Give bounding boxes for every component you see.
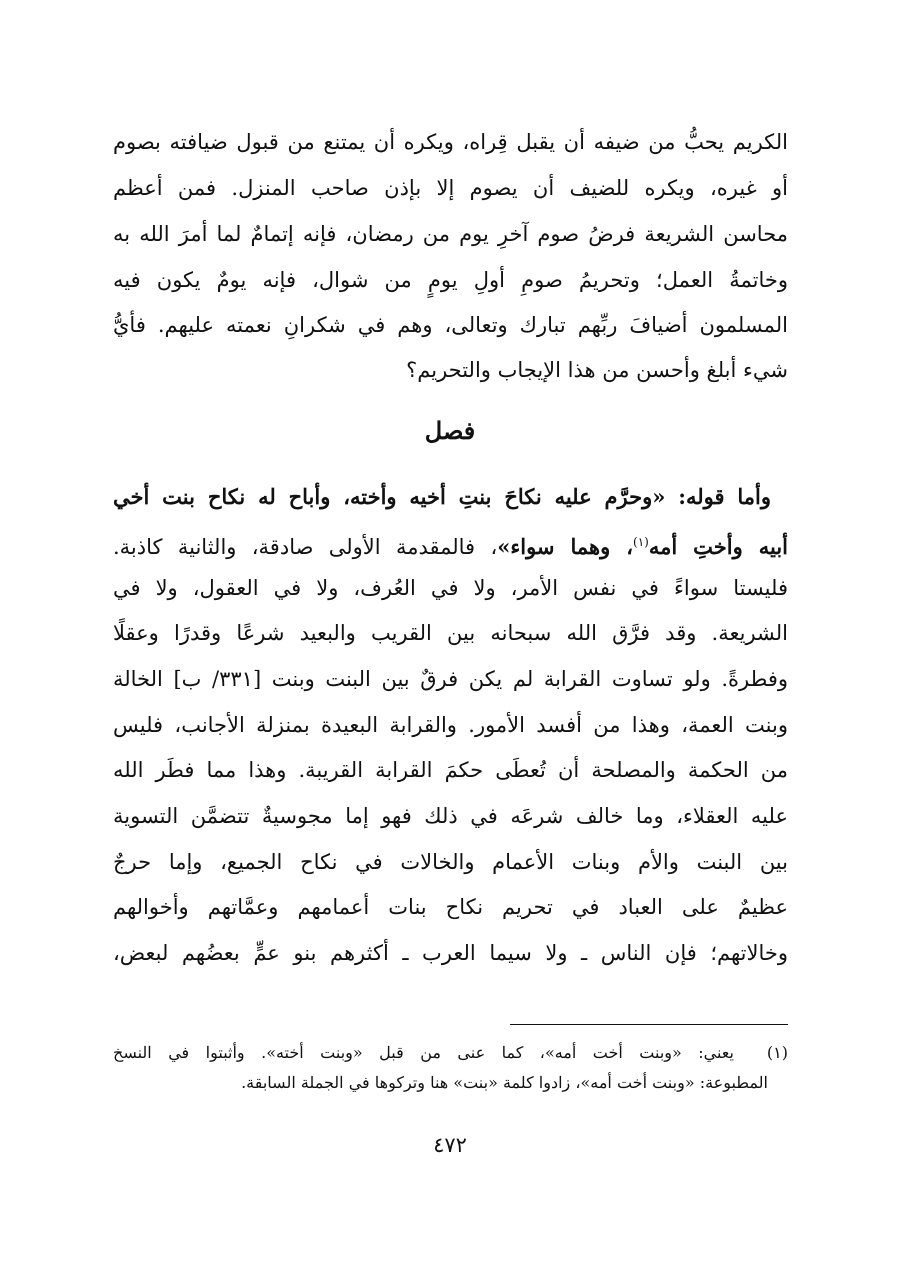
text-line: وخالاتهم؛ فإن الناس ـ ولا سيما العرب ـ أكثرهم بنو عمٍّ بعضُهم لبعض، <box>113 941 788 965</box>
text-line: وأما قوله: «وحرَّم عليه نكاحَ بنتِ أخيه وأخته، وأباح له نكاح بنت أخي <box>113 484 771 509</box>
text-line: المسلمون أضيافَ ربِّهم تبارك وتعالى، وهم في شكرانِ نعمته عليهم. فأيُّ <box>113 313 788 337</box>
text-line: أو غيره، ويكره للضيف أن يصوم إلا بإذن صاحب المنزل. فمن أعظم <box>113 176 788 200</box>
text-line: عظيمٌ على العباد في تحريم نكاح بنات أعمامهم وعمَّاتهم وأخوالهم <box>113 895 788 919</box>
text-span: ، فالمقدمة الأولى صادقة، والثانية كاذبة. <box>113 535 498 559</box>
text-line: الشريعة. وقد فرَّق الله سبحانه بين القريب والبعيد شرعًا وقدرًا وعقلًا <box>113 621 788 645</box>
footnote-number: (١) <box>766 1043 788 1062</box>
text-line: من الحكمة والمصلحة أن تُعطَى حكمَ القرابة القريبة. وهذا مما فطَر الله <box>113 758 788 782</box>
footnote-line: المطبوعة: «وبنت أخت أمه»، زادوا كلمة «بنت» هنا وتركوها في الجملة السابقة. <box>241 1073 768 1092</box>
text-line: فليستا سواءً في نفس الأمر، ولا في العُرف، ولا في العقول، ولا في <box>113 576 788 600</box>
footnote-text: يعني: «وبنت أخت أمه»، كما عنى من قبل «وبنت أخته». وأثبتوا في النسخ <box>113 1043 734 1062</box>
text-line <box>113 527 788 562</box>
page-number: ٤٧٢ <box>433 1133 467 1157</box>
text-line: شيء أبلغ وأحسن من هذا الإيجاب والتحريم؟ <box>406 358 788 382</box>
footnote-line <box>113 1041 788 1065</box>
text-line: بين البنت والأم وبنات الأعمام والخالات في نكاح الجميع، وإما حرجٌ <box>113 850 788 874</box>
footnote-ref[interactable]: (١) <box>633 535 649 549</box>
text-line: وبنت العمة، وهذا من أفسد الأمور. والقرابة البعيدة بمنزلة الأجانب، فليس <box>113 713 788 737</box>
section-heading: فصل <box>424 416 476 445</box>
quoted-text: أبيه وأختِ أمه <box>648 534 789 559</box>
text-line: الكريم يحبُّ من ضيفه أن يقبل قِراه، ويكره أن يمتنع من قبول ضيافته بصوم <box>113 130 788 154</box>
text-line: محاسن الشريعة فرضُ صوم آخرِ يوم من رمضان، فإنه إتمامٌ لما أمرَ الله به <box>113 222 788 246</box>
text-line: وخاتمةُ العمل؛ وتحريمُ صومِ أولِ يومٍ من شوال، فإنه يومٌ يكون فيه <box>113 268 788 292</box>
quoted-text: ، وهما سواء» <box>497 534 634 559</box>
footnote-separator <box>510 1024 788 1025</box>
text-line: وفطرةً. ولو تساوت القرابة لم يكن فرقٌ بين البنت وبنت [٣٣١/ ب] الخالة <box>113 667 789 691</box>
text-line: عليه العقلاء، وما خالف شرعَه في ذلك فهو إما مجوسيةٌ تتضمَّن التسوية <box>113 804 788 828</box>
